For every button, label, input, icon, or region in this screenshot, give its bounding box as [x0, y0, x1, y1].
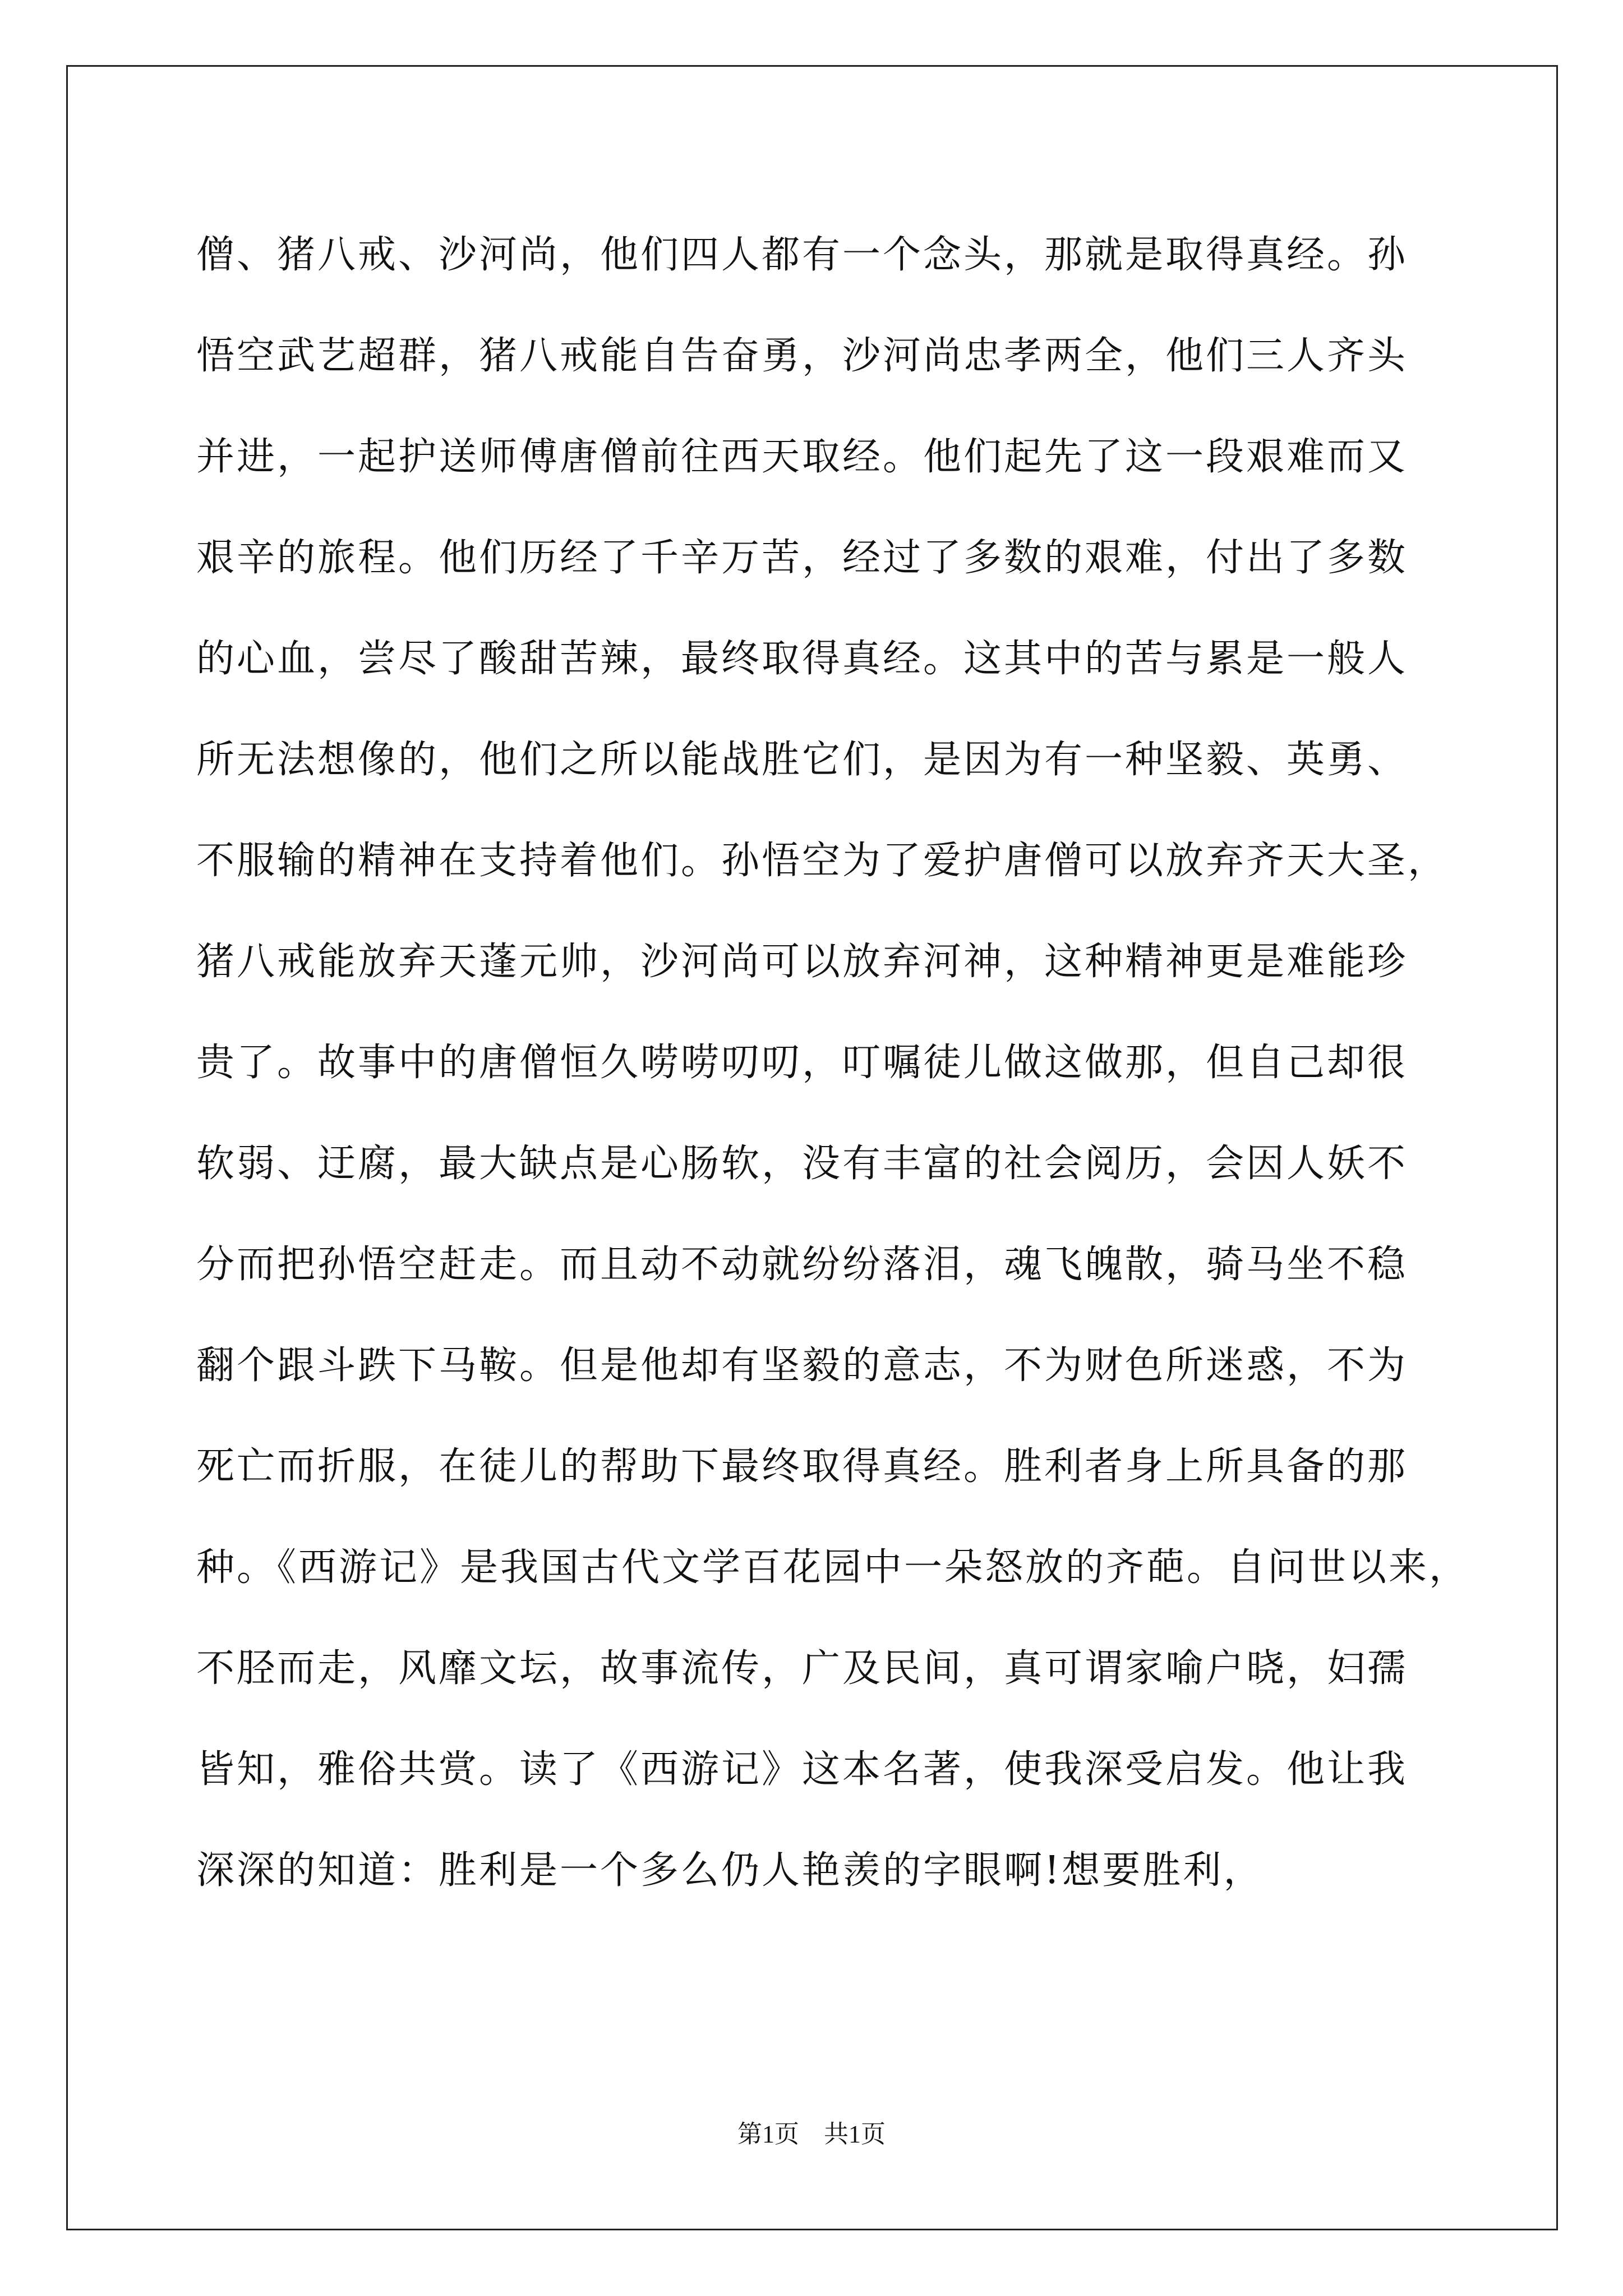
text-line-17: 深深的知道：胜利是一个多么仍人艳羡的字眼啊!想要胜利， [196, 1848, 1264, 1893]
text-line-12: 翻个跟斗跌下马鞍。但是他却有坚毅的意志，不为财色所迷惑，不为 [196, 1343, 1408, 1388]
text-line-7: 不服输的精神在支持着他们。孙悟空为了爱护唐僧可以放弃齐天大圣， [196, 839, 1449, 883]
text-line-15: 不胫而走，风靡文坛，故事流传，广及民间，真可谓家喻户晓，妇孺 [196, 1646, 1408, 1691]
page-number: 第1页 [737, 2120, 799, 2148]
text-line-10: 软弱、迂腐，最大缺点是心肠软，没有丰富的社会阅历，会因人妖不 [196, 1142, 1408, 1186]
page-total: 共1页 [824, 2120, 886, 2148]
text-line-16: 皆知，雅俗共赏。读了《西游记》这本名著，使我深受启发。他让我 [196, 1747, 1408, 1792]
text-line-13: 死亡而折服，在徒儿的帮助下最终取得真经。胜利者身上所具备的那 [196, 1444, 1408, 1489]
page-footer [0, 2118, 1623, 2151]
text-line-3: 并进，一起护送师傅唐僧前往西天取经。他们起先了这一段艰难而又 [196, 435, 1408, 479]
text-line-8: 猪八戒能放弃天蓬元帅，沙河尚可以放弃河神，这种精神更是难能珍 [196, 940, 1408, 984]
document-body [196, 205, 1470, 1921]
text-line-4: 艰辛的旅程。他们历经了千辛万苦，经过了多数的艰难，付出了多数 [196, 536, 1408, 580]
text-line-9: 贵了。故事中的唐僧恒久唠唠叨叨，叮嘱徒儿做这做那，但自己却很 [196, 1041, 1408, 1085]
text-line-5: 的心血，尝尽了酸甜苦辣，最终取得真经。这其中的苦与累是一般人 [196, 637, 1408, 681]
text-line-11: 分而把孙悟空赶走。而且动不动就纷纷落泪，魂飞魄散，骑马坐不稳 [196, 1243, 1408, 1287]
text-line-1: 僧、猪八戒、沙河尚，他们四人都有一个念头，那就是取得真经。孙 [196, 233, 1408, 277]
text-line-2: 悟空武艺超群，猪八戒能自告奋勇，沙河尚忠孝两全，他们三人齐头 [196, 334, 1408, 378]
text-line-6: 所无法想像的，他们之所以能战胜它们，是因为有一种坚毅、英勇、 [196, 738, 1408, 782]
text-line-14: 种。《西游记》是我国古代文学百花园中一朵怒放的齐葩。自问世以来， [196, 1545, 1470, 1590]
